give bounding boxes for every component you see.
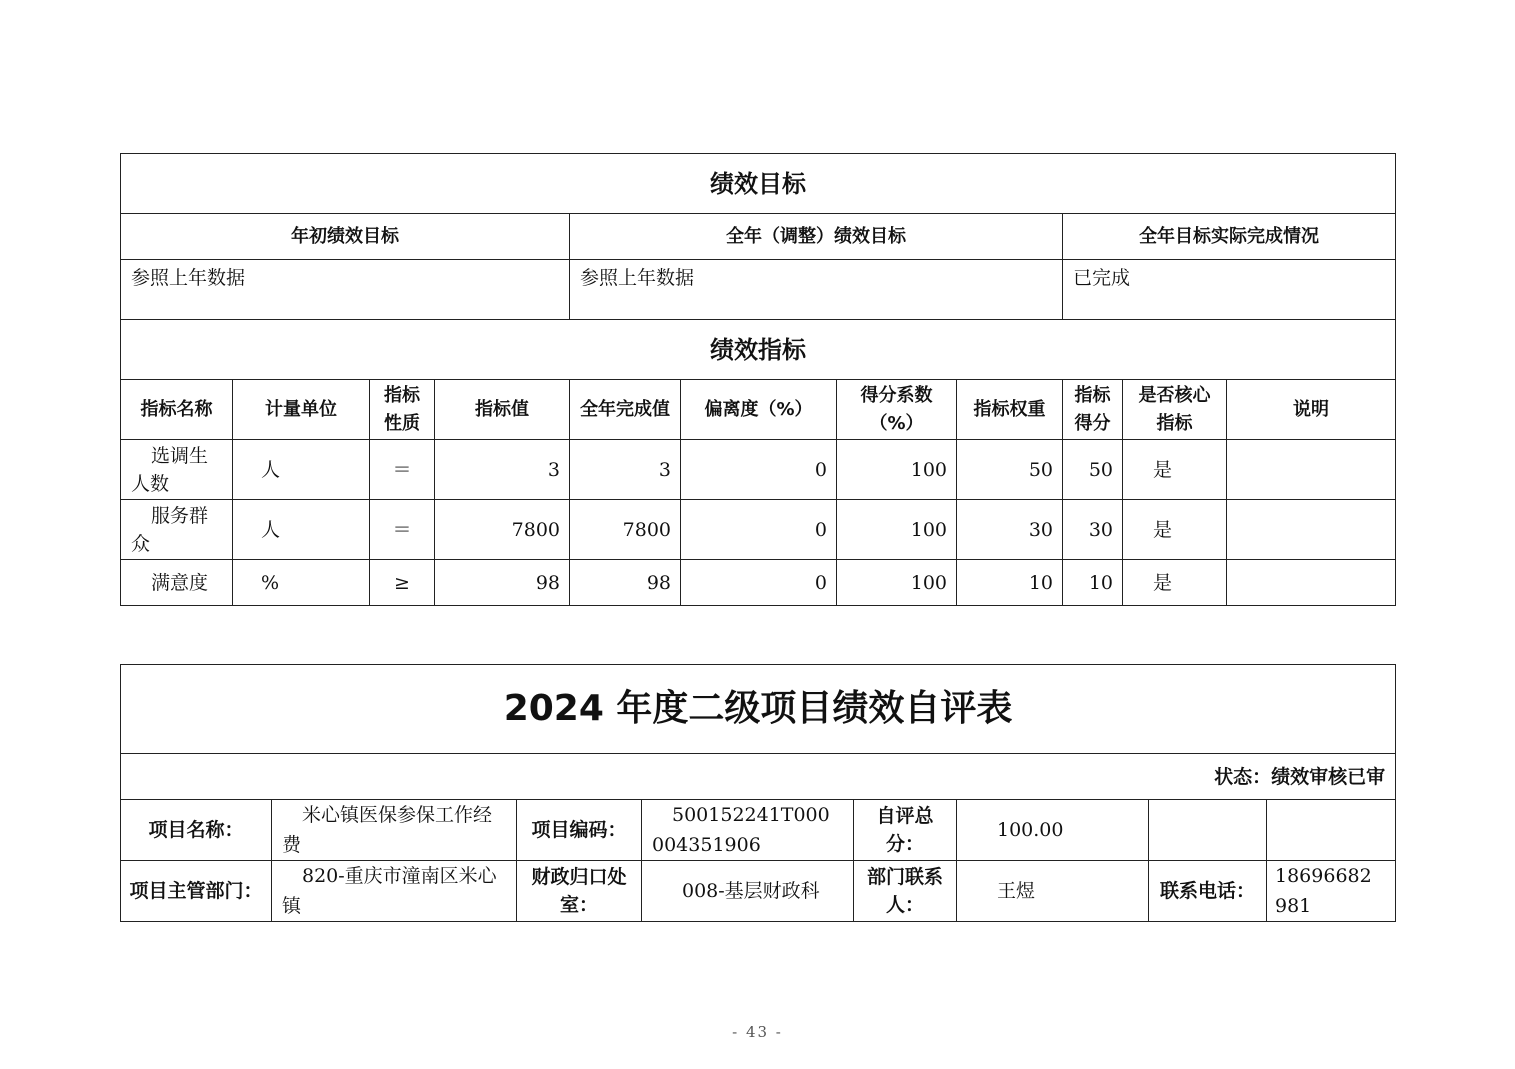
goal-value-adjusted: 参照上年数据 xyxy=(570,260,1063,320)
indicator-weight: 10 xyxy=(957,560,1063,606)
goals-title: 绩效目标 xyxy=(121,154,1396,214)
phone-value: 18696682981 xyxy=(1267,861,1396,922)
project-code-value: 500152241T000004351906 xyxy=(642,800,854,861)
indicator-score: 50 xyxy=(1063,440,1123,500)
status-badge: 状态：绩效审核已审 xyxy=(121,754,1396,800)
indicator-weight: 50 xyxy=(957,440,1063,500)
contact-value: 王煜 xyxy=(957,861,1149,922)
table-row xyxy=(121,500,1396,560)
project-name-value: 米心镇医保参保工作经费 xyxy=(272,800,517,861)
indicator-header-row xyxy=(121,380,1396,440)
col-header-note: 说明 xyxy=(1227,380,1396,440)
indicator-note xyxy=(1227,560,1396,606)
indicator-done: 98 xyxy=(570,560,681,606)
indicator-nature: ≥ xyxy=(370,560,435,606)
finance-value: 008-基层财政科 xyxy=(642,861,854,922)
col-header-deviation: 偏离度（%） xyxy=(681,380,837,440)
indicator-value: 3 xyxy=(435,440,570,500)
indicator-deviation: 0 xyxy=(681,440,837,500)
col-header-core: 是否核心指标 xyxy=(1123,380,1227,440)
indicator-value: 7800 xyxy=(435,500,570,560)
page-title: 2024 年度二级项目绩效自评表 xyxy=(121,665,1396,754)
table-row xyxy=(121,560,1396,606)
indicators-title: 绩效指标 xyxy=(121,320,1396,380)
page-number: - 43 - xyxy=(732,1023,783,1041)
contact-label: 部门联系人： xyxy=(854,861,957,922)
indicator-name: 服务群众 xyxy=(121,500,233,560)
col-header-score: 指标得分 xyxy=(1063,380,1123,440)
goal-header-actual: 全年目标实际完成情况 xyxy=(1063,214,1396,260)
dept-label: 项目主管部门： xyxy=(121,861,272,922)
indicator-note xyxy=(1227,440,1396,500)
total-score-label: 自评总分： xyxy=(854,800,957,861)
col-header-weight: 指标权重 xyxy=(957,380,1063,440)
indicator-done: 7800 xyxy=(570,500,681,560)
indicator-name: 选调生人数 xyxy=(121,440,233,500)
goal-header-initial: 年初绩效目标 xyxy=(121,214,570,260)
self-evaluation-table xyxy=(120,664,1396,922)
goal-header-adjusted: 全年（调整）绩效目标 xyxy=(570,214,1063,260)
col-header-done: 全年完成值 xyxy=(570,380,681,440)
indicator-coef: 100 xyxy=(837,500,957,560)
total-score-value: 100.00 xyxy=(957,800,1149,861)
finance-label: 财政归口处室： xyxy=(517,861,642,922)
indicator-nature: ＝ xyxy=(370,440,435,500)
indicator-value: 98 xyxy=(435,560,570,606)
indicator-deviation: 0 xyxy=(681,500,837,560)
indicator-core: 是 xyxy=(1123,560,1227,606)
phone-label: 联系电话： xyxy=(1149,861,1267,922)
empty-cell xyxy=(1149,800,1267,861)
col-header-name: 指标名称 xyxy=(121,380,233,440)
indicator-score: 30 xyxy=(1063,500,1123,560)
indicator-score: 10 xyxy=(1063,560,1123,606)
project-code-label: 项目编码： xyxy=(517,800,642,861)
indicator-unit: % xyxy=(233,560,370,606)
indicator-note xyxy=(1227,500,1396,560)
indicator-core: 是 xyxy=(1123,440,1227,500)
dept-value: 820-重庆市潼南区米心镇 xyxy=(272,861,517,922)
goal-value-initial: 参照上年数据 xyxy=(121,260,570,320)
indicator-done: 3 xyxy=(570,440,681,500)
performance-table xyxy=(120,153,1396,606)
indicator-core: 是 xyxy=(1123,500,1227,560)
project-name-label: 项目名称： xyxy=(121,800,272,861)
goal-value-actual: 已完成 xyxy=(1063,260,1396,320)
indicator-unit: 人 xyxy=(233,440,370,500)
indicator-nature: ＝ xyxy=(370,500,435,560)
indicator-coef: 100 xyxy=(837,560,957,606)
indicator-name: 满意度 xyxy=(121,560,233,606)
col-header-unit: 计量单位 xyxy=(233,380,370,440)
empty-cell xyxy=(1267,800,1396,861)
table-row xyxy=(121,440,1396,500)
indicator-deviation: 0 xyxy=(681,560,837,606)
col-header-value: 指标值 xyxy=(435,380,570,440)
indicator-unit: 人 xyxy=(233,500,370,560)
col-header-coef: 得分系数（%） xyxy=(837,380,957,440)
indicator-weight: 30 xyxy=(957,500,1063,560)
col-header-nature: 指标性质 xyxy=(370,380,435,440)
indicator-coef: 100 xyxy=(837,440,957,500)
